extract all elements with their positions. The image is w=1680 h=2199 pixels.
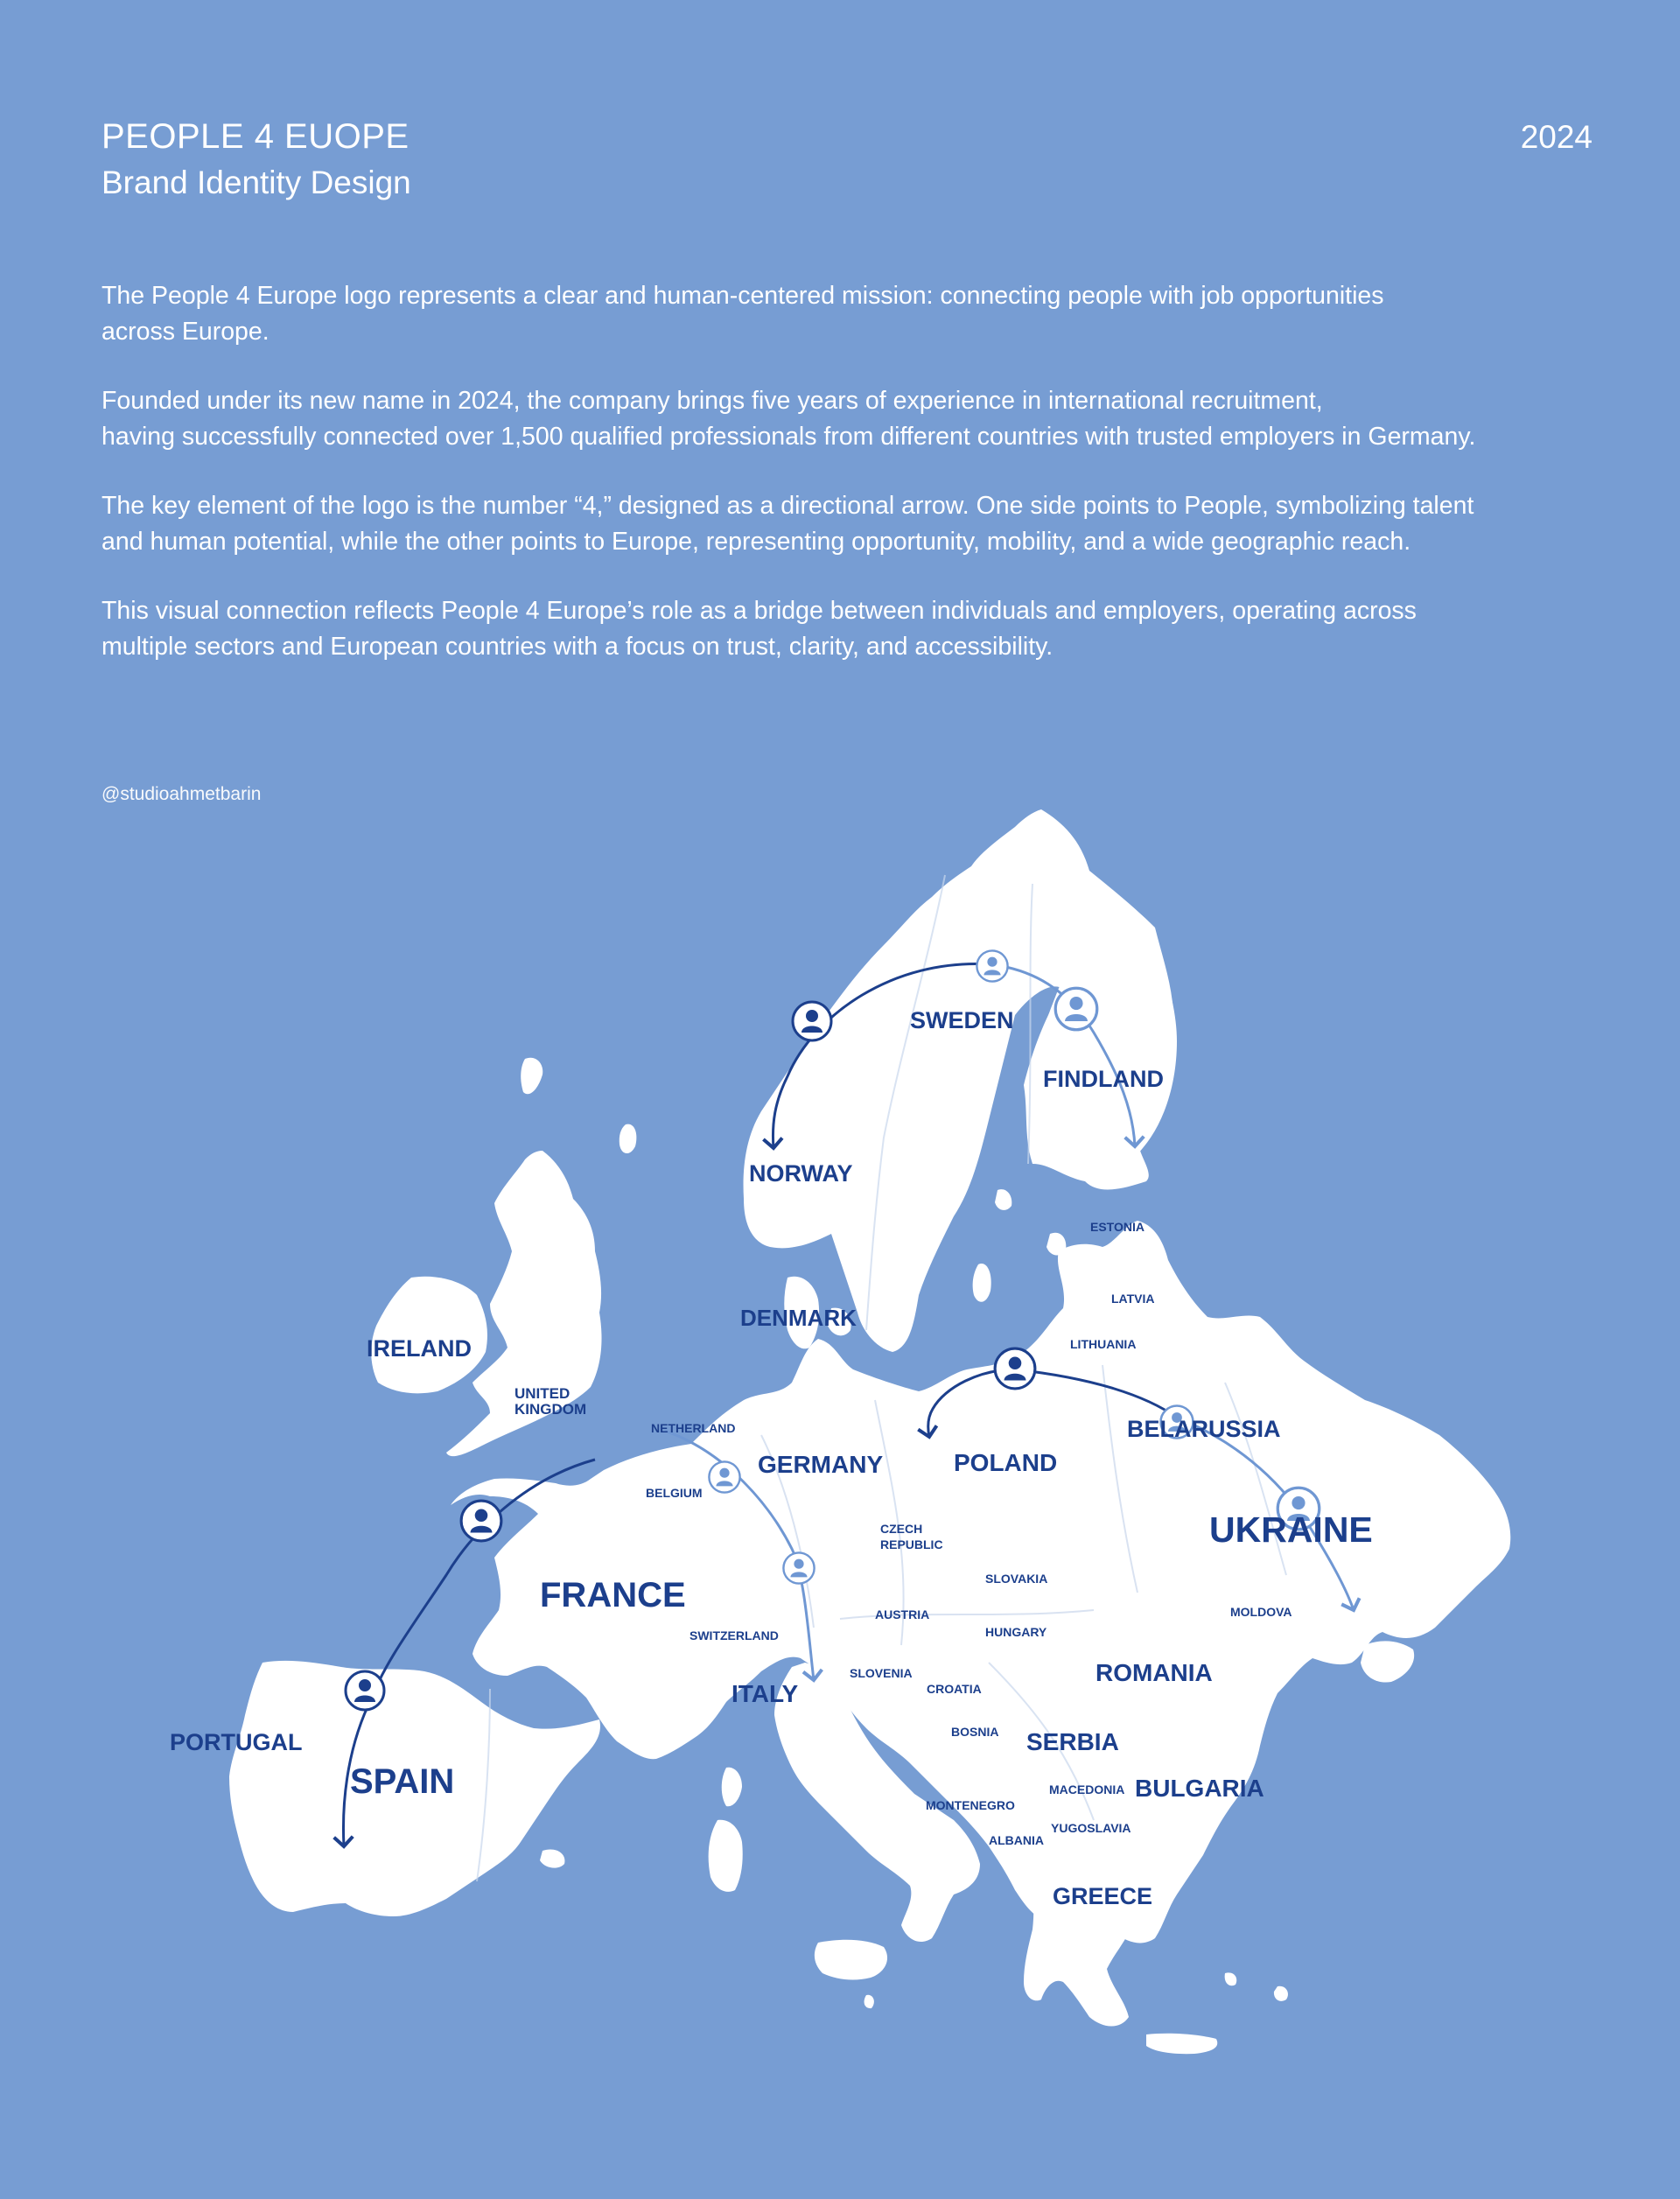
studio-handle: @studioahmetbarin: [102, 784, 262, 804]
land-masses: [229, 809, 1510, 2054]
country-label-poland: POLAND: [954, 1449, 1058, 1476]
country-label-ireland: IRELAND: [367, 1335, 472, 1362]
description-line: having successfully connected over 1,500 qualified professionals from different countries with trusted employers in Germany.: [102, 423, 1476, 451]
crimea-shape: [1361, 1641, 1414, 1682]
balearic-shape: [540, 1849, 564, 1867]
country-label-slovenia: SLOVENIA: [850, 1666, 913, 1680]
country-label-belarussia: BELARUSSIA: [1127, 1416, 1281, 1442]
country-label-france: FRANCE: [540, 1576, 686, 1614]
crete-shape: [1146, 2034, 1217, 2054]
gotland-shape: [973, 1264, 991, 1302]
description-line: across Europe.: [102, 318, 270, 346]
country-label-slovakia: SLOVAKIA: [985, 1572, 1048, 1586]
description-line: multiple sectors and European countries with a focus on trust, clarity, and accessibility.: [102, 633, 1054, 661]
country-label-albania: ALBANIA: [989, 1833, 1044, 1847]
country-label-estonia: ESTONIA: [1090, 1220, 1144, 1234]
small-island-shape: [1046, 1233, 1066, 1256]
small-island-shape: [521, 1058, 542, 1095]
sicily-shape: [815, 1940, 887, 1980]
person-icon: [1055, 988, 1097, 1030]
person-icon: [709, 1461, 739, 1492]
country-label-italy: ITALY: [732, 1680, 799, 1707]
country-label-sweden: SWEDEN: [910, 1007, 1014, 1033]
uk-label-text: UNITED: [514, 1385, 570, 1402]
country-label-latvia: LATVIA: [1111, 1292, 1155, 1306]
small-island-shape: [995, 1189, 1012, 1210]
small-island-shape: [620, 1124, 637, 1153]
page-title: PEOPLE 4 EUOPE: [102, 117, 410, 156]
country-label-yugoslavia: YUGOSLAVIA: [1051, 1821, 1131, 1835]
country-label-montenegro: MONTENEGRO: [926, 1798, 1015, 1812]
corsica-shape: [722, 1768, 742, 1807]
sardinia-shape: [709, 1820, 743, 1892]
country-label-ukraine: UKRAINE: [1209, 1509, 1373, 1550]
country-label-bosnia: BOSNIA: [951, 1725, 999, 1739]
country-label-spain: SPAIN: [350, 1762, 455, 1801]
country-label-netherland: NETHERLAND: [651, 1421, 736, 1435]
country-label-croatia: CROATIA: [927, 1682, 982, 1696]
country-label-greece: GREECE: [1053, 1883, 1153, 1909]
small-island-shape: [864, 1995, 874, 2008]
uk-label-text-line2: KINGDOM: [514, 1401, 587, 1418]
country-label-serbia: SERBIA: [1026, 1728, 1119, 1755]
country-label-belgium: BELGIUM: [646, 1486, 703, 1500]
page-subtitle: Brand Identity Design: [102, 165, 411, 200]
person-icon: [976, 950, 1007, 981]
small-island-shape: [1274, 1986, 1288, 2001]
country-label-macedonia: MACEDONIA: [1049, 1782, 1125, 1796]
person-icon: [783, 1552, 814, 1583]
country-label-romania: ROMANIA: [1096, 1659, 1213, 1686]
description-line: and human potential, while the other points to Europe, representing opportunity, mobility, and a wide geographic reach.: [102, 528, 1411, 556]
description-line: This visual connection reflects People 4 Europe’s role as a bridge between individuals and employers, operating across: [102, 597, 1417, 625]
country-label-findland: FINDLAND: [1043, 1066, 1164, 1092]
country-label-lithuania: LITHUANIA: [1070, 1337, 1137, 1351]
country-label-bulgaria: BULGARIA: [1135, 1775, 1264, 1802]
description-line: Founded under its new name in 2024, the company brings five years of experience in international recruitment,: [102, 387, 1323, 415]
czech-label-text: CZECH: [880, 1522, 923, 1536]
country-label-norway: NORWAY: [749, 1160, 853, 1187]
czech-label-text-line2: REPUBLIC: [880, 1537, 943, 1551]
country-label-portugal: PORTUGAL: [170, 1729, 303, 1755]
country-label-switzerland: SWITZERLAND: [690, 1628, 779, 1642]
person-icon: [793, 1002, 831, 1040]
description-line: The key element of the logo is the number “4,” designed as a directional arrow. One side points to People, symbolizing talent: [102, 492, 1474, 520]
country-label-austria: AUSTRIA: [875, 1607, 930, 1621]
person-icon: [995, 1348, 1035, 1389]
small-island-shape: [1225, 1972, 1237, 1985]
country-label-germany: GERMANY: [758, 1451, 884, 1478]
description-line: The People 4 Europe logo represents a clear and human-centered mission: connecting people with job opportunities: [102, 282, 1384, 310]
person-icon: [461, 1501, 501, 1541]
year-label: 2024: [1520, 119, 1592, 155]
country-label-denmark: DENMARK: [740, 1305, 857, 1331]
country-label-hungary: HUNGARY: [985, 1625, 1047, 1639]
country-label-moldova: MOLDOVA: [1230, 1605, 1292, 1619]
person-icon: [346, 1671, 384, 1710]
